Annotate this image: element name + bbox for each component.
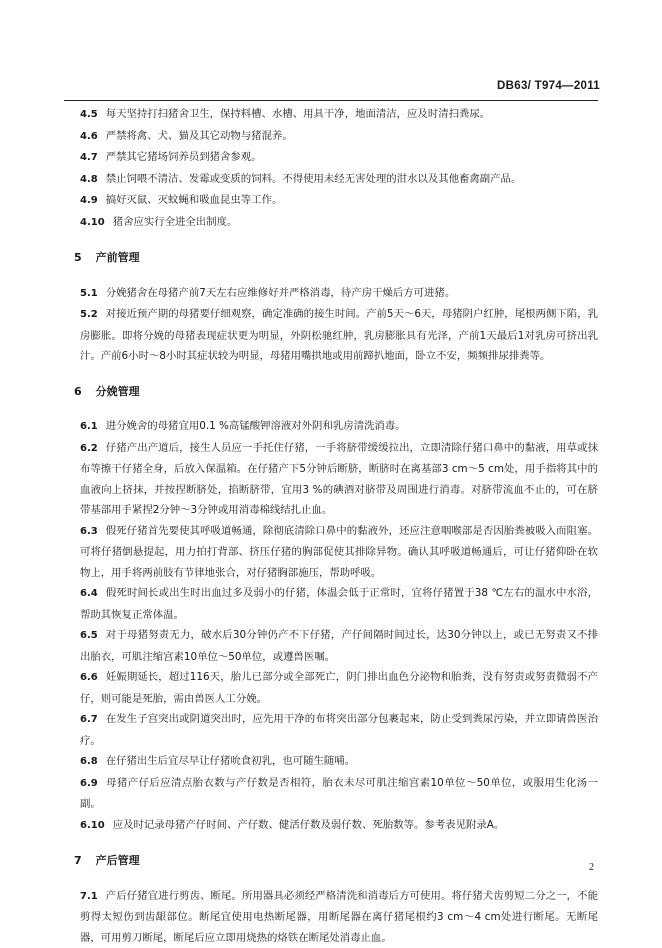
clause-text: 妊娠期延长，超过116天，胎儿已部分或全部死亡，阴门排出血色分泌物和胎粪，没有努责或努责微弱不产仔，则可能是死胎，需由兽医人工分娩。 <box>80 671 598 705</box>
clause-text: 假死时间长或出生时出血过多及弱小的仔猪，体温会低于正常时，宜将仔猪置于38 ℃左右的温水中水浴，帮助其恢复正常体温。 <box>80 587 598 621</box>
clause-text: 在仔猪出生后宜尽早让仔猪吮食初乳，也可随生随哺。 <box>106 755 355 767</box>
clause-text: 对于母猪努责无力，破水后30分钟仍产不下仔猪，产仔间隔时间过长，达30分钟以上，或已无努责又不排出胎衣，可肌注缩宫素10单位～50单位，或遵兽医嘱。 <box>80 629 598 663</box>
clause-6-10 <box>80 815 598 837</box>
page-number: 2 <box>589 862 594 873</box>
clause-4-6 <box>80 126 598 148</box>
section-4-items <box>80 104 598 233</box>
clause-number: 4.6 <box>80 131 98 142</box>
clause-number: 6.9 <box>80 778 98 789</box>
clause-text: 应及时记录母猪产仔时间、产仔数、健活仔数及弱仔数、死胎数等。参考表见附录A。 <box>113 819 505 831</box>
section-6-items <box>80 416 598 836</box>
section-number: 7 <box>74 854 82 867</box>
clause-number: 6.5 <box>80 630 98 641</box>
clause-text: 严禁其它猪场饲养员到猪舍参观。 <box>106 151 262 163</box>
clause-number: 5.2 <box>80 309 98 320</box>
clause-6-2 <box>80 438 598 521</box>
document-body <box>80 104 598 948</box>
clause-text: 分娩猪舍在母猪产前7天左右应维修好并严格消毒，待产房干燥后方可进猪。 <box>106 287 456 299</box>
section-5-items <box>80 283 598 367</box>
clause-4-7 <box>80 147 598 169</box>
clause-text: 产后仔猪宜进行剪齿、断尾。所用器具必须经严格清洗和消毒后方可使用。将仔猪犬齿剪短二分之一，不能剪得太短伤到齿龈部位。断尾宜使用电热断尾器，用断尾器在离仔猪尾根约3 cm～4 cm处进行断尾。无断尾器，可用剪刀断尾，断尾后应立即用烧热的烙铁在断尾处消毒止血。 <box>80 890 598 944</box>
clause-text: 每天坚持打扫猪舍卫生，保持料槽、水槽、用具干净，地面清洁，应及时清扫粪尿。 <box>106 108 490 120</box>
clause-4-10 <box>80 212 598 234</box>
clause-number: 6.10 <box>80 820 105 831</box>
clause-6-7 <box>80 709 598 751</box>
clause-text: 假死仔猪首先要使其呼吸道畅通，除彻底清除口鼻中的黏液外，还应注意咽喉部是否因胎粪被吸入而阻塞。可将仔猪倒悬提起，用力拍打背部、挤压仔猪的胸部促使其排除异物。确认其呼吸道畅通后，可让仔猪仰卧在软物上，用手将两前肢有节律地张合，对仔猪胸部施压，帮助呼吸。 <box>80 525 598 579</box>
clause-number: 6.7 <box>80 714 98 725</box>
clause-number: 6.3 <box>80 526 98 537</box>
clause-text: 禁止饲喂不清洁、发霉或变质的饲料。不得使用未经无害处理的泔水以及其他畜禽副产品。 <box>106 173 522 185</box>
clause-text: 母猪产仔后应清点胎衣数与产仔数是否相符，胎衣未尽可肌注缩宫素10单位～50单位，或服用生化汤一副。 <box>80 777 598 811</box>
clause-text: 在发生子宫突出或阴道突出时，应先用干净的布将突出部分包裹起来，防止受到粪尿污染，并立即请兽医治疗。 <box>80 713 598 747</box>
section-7-items <box>80 886 598 948</box>
clause-number: 4.7 <box>80 152 98 163</box>
clause-6-5 <box>80 625 598 667</box>
clause-number: 6.1 <box>80 421 98 432</box>
clause-6-9 <box>80 773 598 815</box>
section-6-heading <box>74 382 598 403</box>
clause-text: 严禁将禽、犬、猫及其它动物与猪混养。 <box>106 130 293 142</box>
section-number: 5 <box>74 251 82 264</box>
clause-6-1 <box>80 416 598 438</box>
clause-number: 6.2 <box>80 443 98 454</box>
clause-4-9 <box>80 190 598 212</box>
clause-number: 7.1 <box>80 891 98 902</box>
clause-4-5 <box>80 104 598 126</box>
header-rule <box>64 100 598 101</box>
clause-6-4 <box>80 583 598 625</box>
section-title: 分娩管理 <box>96 385 140 398</box>
clause-number: 4.8 <box>80 174 98 185</box>
section-title: 产前管理 <box>96 251 140 264</box>
clause-4-8 <box>80 169 598 191</box>
clause-text: 进分娩舍的母猪宜用0.1 %高锰酸钾溶液对外阴和乳房清洗消毒。 <box>106 420 406 432</box>
clause-5-1 <box>80 283 598 305</box>
document-code: DB63/ T974—2011 <box>497 80 600 92</box>
section-number: 6 <box>74 385 82 398</box>
clause-6-8 <box>80 751 598 773</box>
clause-text: 对接近预产期的母猪要仔细观察，确定准确的接生时间。产前5天～6天，母猪阴户红肿，尾根两侧下陷，乳房膨胀。即将分娩的母猪表现症状更为明显，外阴松驰红肿，乳房膨胀具有光泽，产前1天最后1对乳房可挤出乳汁。产前6小时～8小时其症状较为明显，母猪用嘴拱地或用前蹄扒地面，卧立不安，频频排尿排粪等。 <box>80 308 598 362</box>
clause-number: 6.4 <box>80 588 98 599</box>
clause-5-2 <box>80 304 598 367</box>
clause-7-1 <box>80 886 598 948</box>
section-7-heading <box>74 851 598 872</box>
section-5-heading <box>74 248 598 269</box>
clause-6-3 <box>80 521 598 584</box>
clause-text: 猪舍应实行全进全出制度。 <box>113 216 238 228</box>
clause-text: 仔猪产出产道后，接生人员应一手托住仔猪，一手将脐带缓缓拉出，立即清除仔猪口鼻中的黏液，用草或抹布等擦干仔猪全身，后放入保温箱。在仔猪产下5分钟后断脐，断脐时在离基部3 cm～5 cm处，用手指将其中的血液向上挤抹，并按捏断脐处，掐断脐带，宜用3 %的碘酒对脐带及周围进行消毒。对脐带流血不止的，可在脐带基部用手紧捏2分钟～3分钟或用消毒棉线结扎止血。 <box>80 442 598 517</box>
clause-number: 4.5 <box>80 109 98 120</box>
clause-number: 4.9 <box>80 195 98 206</box>
clause-number: 6.6 <box>80 672 98 683</box>
section-title: 产后管理 <box>96 854 140 867</box>
clause-number: 6.8 <box>80 756 98 767</box>
clause-6-6 <box>80 667 598 709</box>
clause-number: 4.10 <box>80 217 105 228</box>
clause-number: 5.1 <box>80 288 98 299</box>
clause-text: 搞好灭鼠、灭蚊蝇和吸血昆虫等工作。 <box>106 194 283 206</box>
